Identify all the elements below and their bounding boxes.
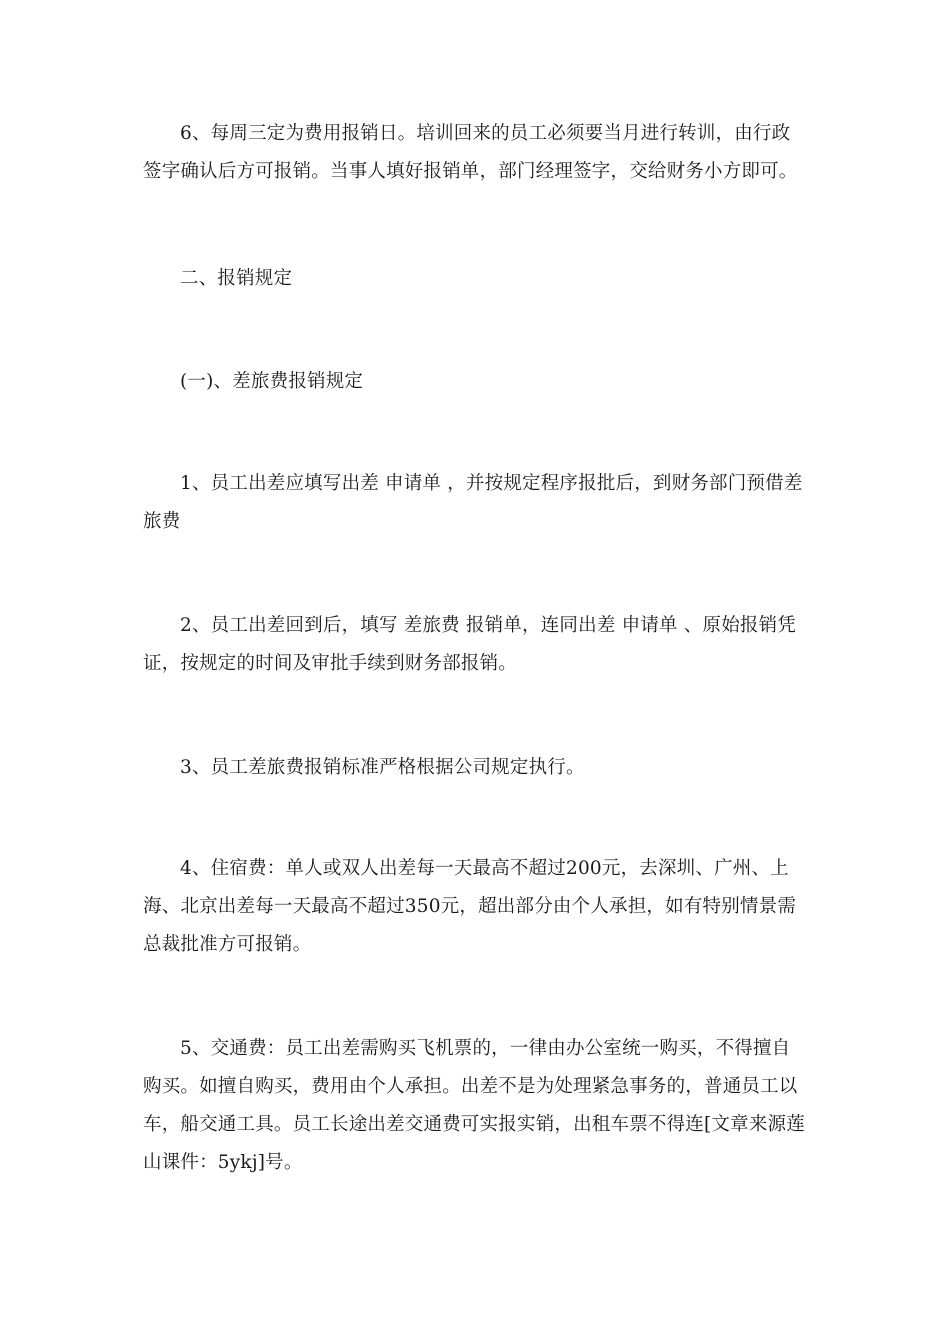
- paragraph-travel-application: 1、员工出差应填写出差 申请单 ，并按规定程序报批后，到财务部门预借差旅费: [143, 473, 803, 532]
- paragraph-transportation: 5、交通费：员工出差需购买飞机票的，一律由办公室统一购买，不得擅自购买。如擅自购买，费用由个人承担。出差不是为处理紧急事务的，普通员工以车，船交通工具。员工长途出差交通费可实报实销，出租车票不得连[文章来源莲山课件：5ykj]号。: [143, 1038, 805, 1173]
- paragraph-travel-reimbursement-form: 2、员工出差回到后，填写 差旅费 报销单，连同出差 申请单 、原始报销凭证，按规定的时间及审批手续到财务部报销。: [143, 615, 796, 674]
- section-heading-reimbursement-rules: 二、报销规定: [180, 268, 293, 289]
- paragraph-reimbursement-day: 6、每周三定为费用报销日。培训回来的员工必须要当月进行转训，由行政签字确认后方可报销。当事人填好报销单，部门经理签字，交给财务小方即可。: [143, 123, 798, 182]
- paragraph-travel-standard: 3、员工差旅费报销标准严格根据公司规定执行。: [180, 757, 585, 778]
- subsection-heading-travel-expenses: (一)、差旅费报销规定: [180, 371, 364, 392]
- paragraph-accommodation: 4、住宿费：单人或双人出差每一天最高不超过200元，去深圳、广州、上海、北京出差每一天最高不超过350元，超出部分由个人承担，如有特别情景需总裁批准方可报销。: [143, 858, 797, 955]
